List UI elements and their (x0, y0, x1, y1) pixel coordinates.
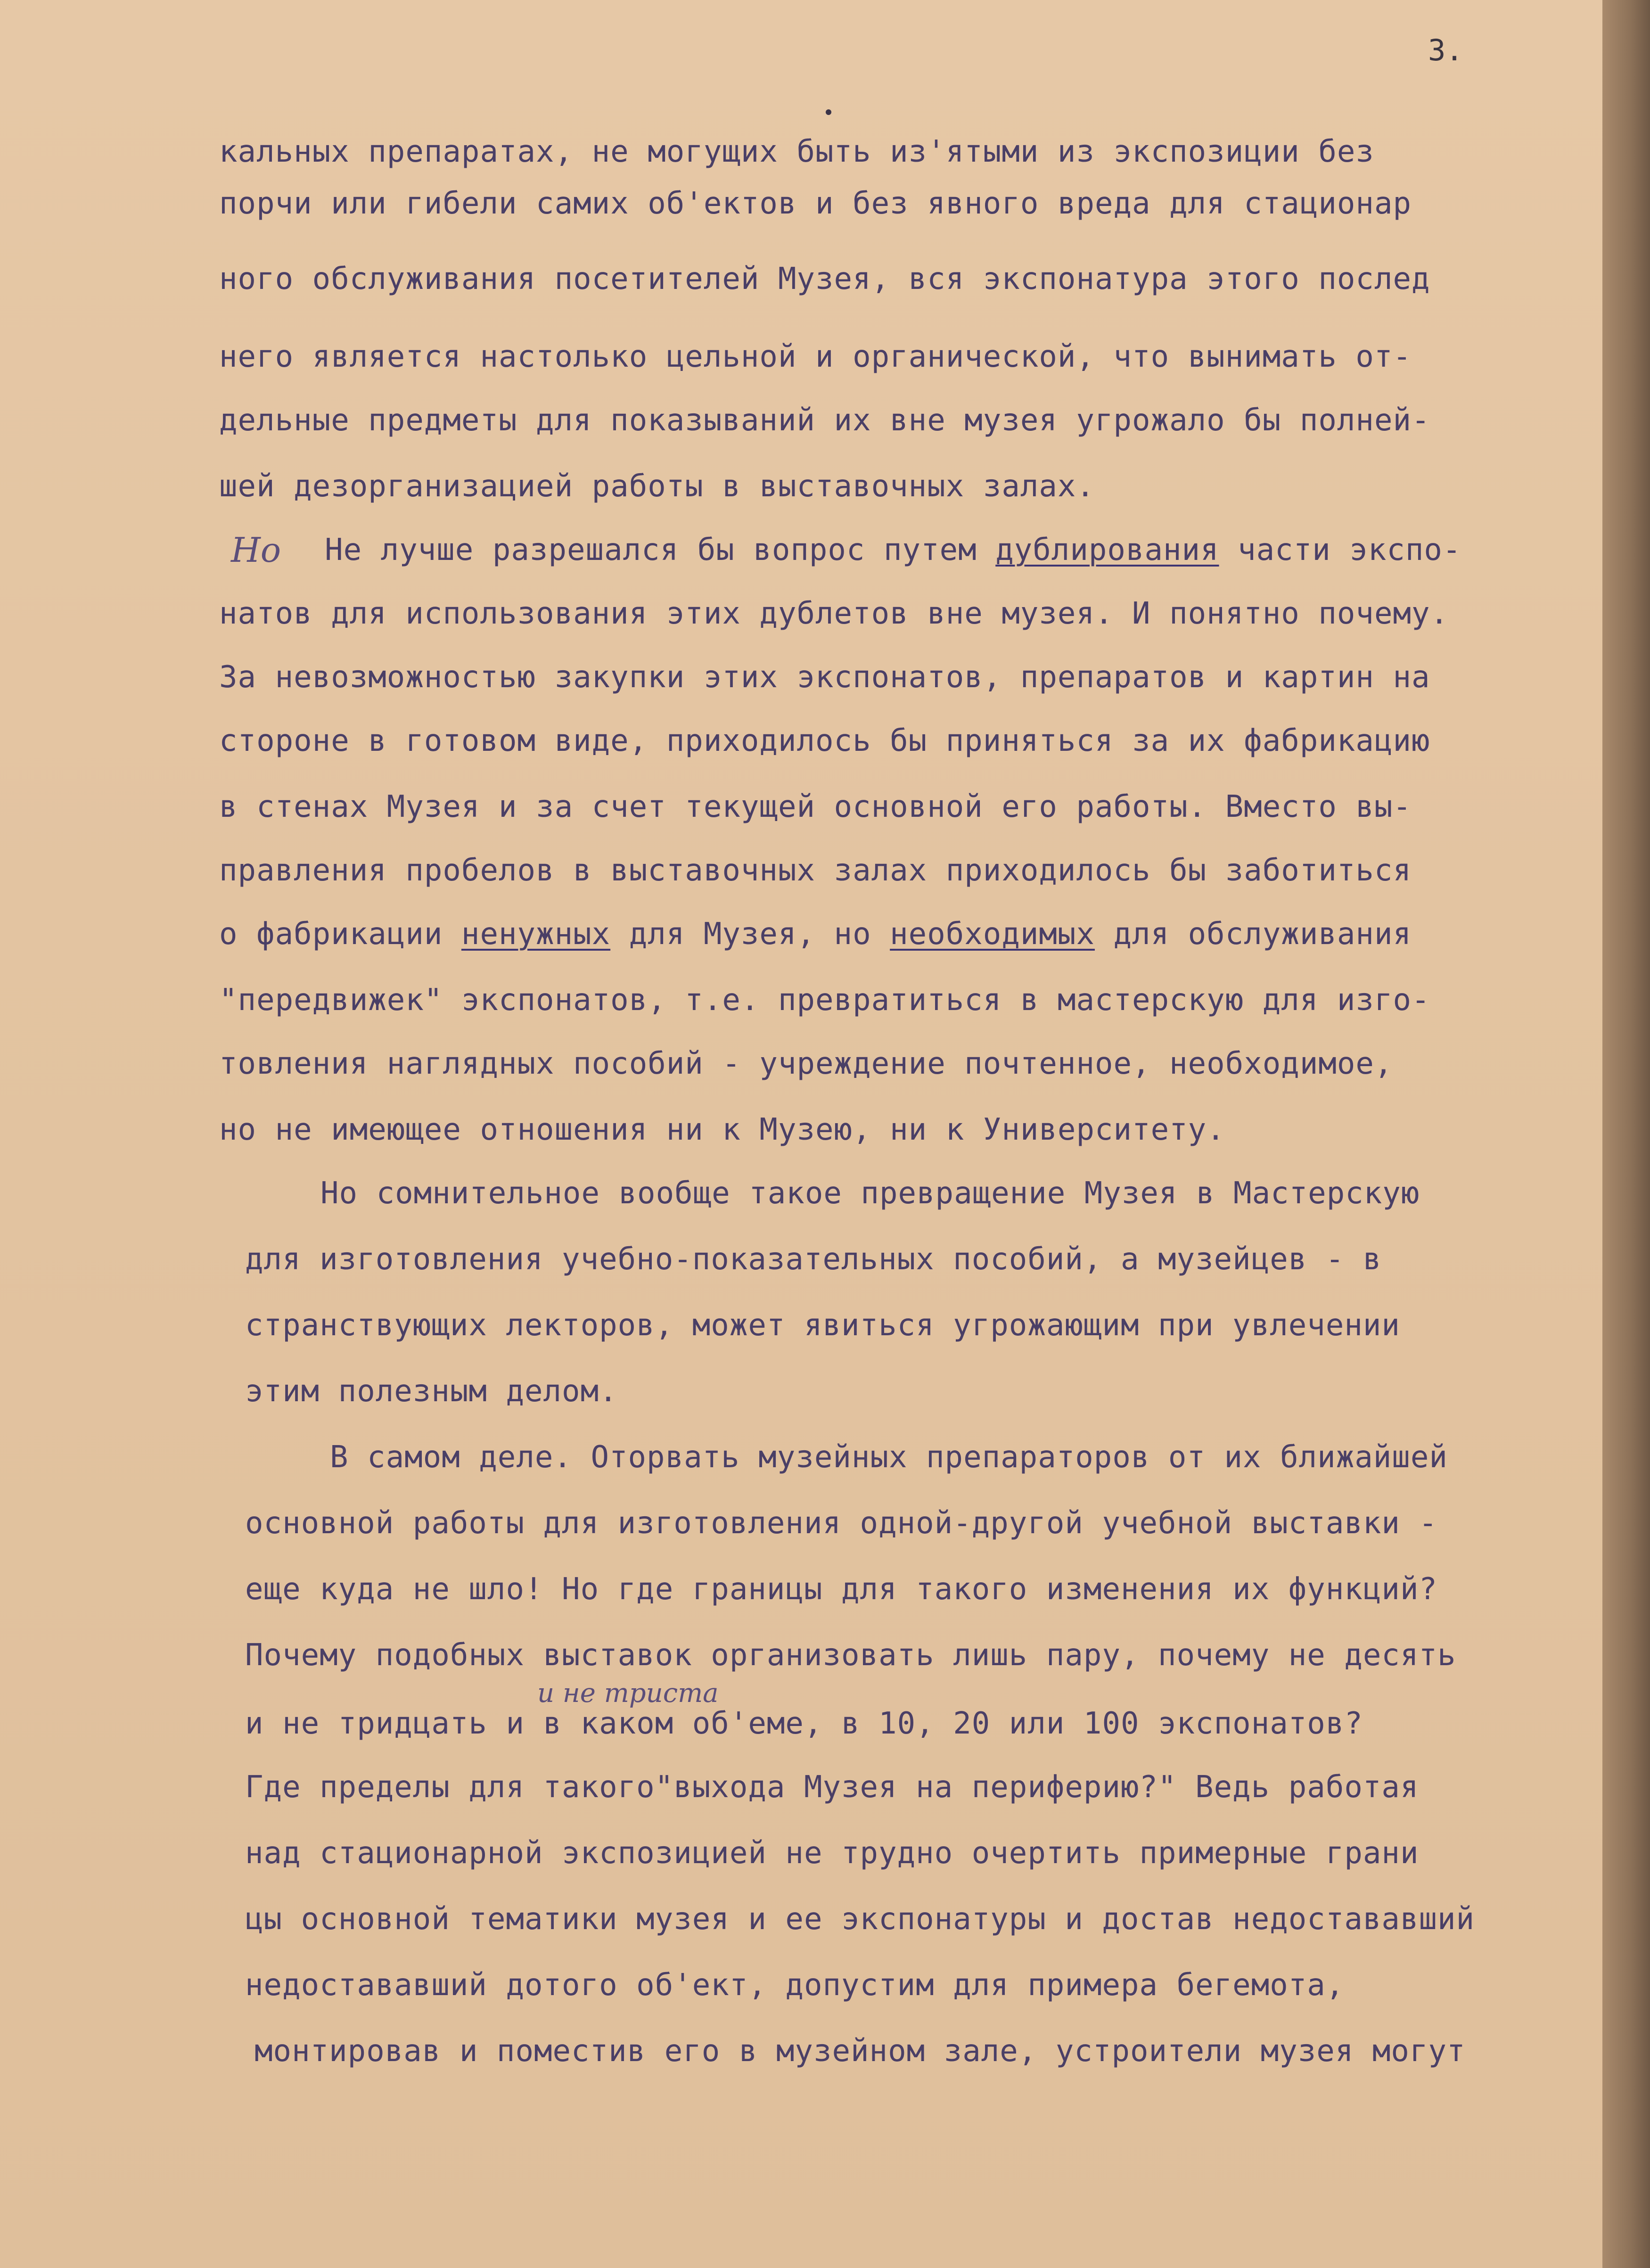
text-line: Почему подобных выставок организовать лишь пару, почему не десять (245, 1638, 1456, 1673)
text-line: В самом деле. Оторвать музейных препараторов от их ближайшей (330, 1440, 1448, 1475)
page-edge (1602, 0, 1650, 2268)
text-line: о фабрикации ненужных для Музея, но необходимых для обслуживания (219, 917, 1412, 952)
text-line: ного обслуживания посетителей Музея, вся экспонатура этого послед (219, 262, 1430, 296)
text-line: Где пределы для такого"выхода Музея на периферию?" Ведь работая (245, 1770, 1419, 1805)
text-line: Но сомнительное вообще такое превращение Музея в Мастерскую (320, 1176, 1420, 1211)
text-line: для изготовления учебно-показательных пособий, а музейцев - в (245, 1242, 1382, 1277)
page-number: 3. (1428, 33, 1463, 67)
text-line: Не лучше разрешался бы вопрос путем дублирования части экспо- (325, 533, 1461, 567)
text-line: него является настолько цельной и органической, что вынимать от- (219, 339, 1412, 374)
text-line: кальных препаратах, не могущих быть из'ятыми из экспозиции без (219, 134, 1374, 169)
text-line: этим полезным делом. (245, 1374, 618, 1409)
text-line: стороне в готовом виде, приходилось бы приняться за их фабрикацию (219, 723, 1430, 758)
text-line: "передвижек" экспонатов, т.е. превратиться в мастерскую для изго- (219, 983, 1430, 1018)
text-line: натов для использования этих дублетов вне музея. И понятно почему. (219, 596, 1449, 631)
text-line: странствующих лекторов, может явиться угрожающим при увлечении (245, 1308, 1400, 1343)
text-line: монтировав и поместив его в музейном зале, устроители музея могут (254, 2034, 1466, 2069)
text-line: цы основной тематики музея и ее экспонатуры и достав недостававший (245, 1902, 1475, 1937)
text-line: шей дезорганизацией работы в выставочных залах. (219, 469, 1095, 504)
text-line: товления наглядных пособий - учреждение почтенное, необходимое, (219, 1046, 1393, 1081)
text-line: но не имеющее отношения ни к Музею, ни к Университету. (219, 1112, 1225, 1147)
text-line: порчи или гибели самих об'ектов и без явного вреда для стационар (219, 186, 1412, 221)
handwritten-insertion: и не триста (537, 1678, 719, 1709)
text-line: За невозможностью закупки этих экспонатов, препаратов и картин на (219, 660, 1430, 695)
text-line: и не тридцать и в каком об'еме, в 10, 20 или 100 экспонатов? (245, 1706, 1363, 1741)
text-line: в стенах Музея и за счет текущей основной его работы. Вместо вы- (219, 789, 1412, 824)
text-line: правления пробелов в выставочных залах приходилось бы заботиться (219, 853, 1412, 888)
text-line: недостававший дотого об'ект, допустим для примера бегемота, (245, 1968, 1345, 2003)
text-line: дельные предметы для показываний их вне музея угрожало бы полней- (219, 403, 1430, 438)
text-line: над стационарной экспозицией не трудно очертить примерные грани (245, 1836, 1419, 1871)
handwritten-margin-word: Но (231, 530, 281, 570)
text-line: основной работы для изготовления одной-другой учебной выставки - (245, 1506, 1437, 1541)
text-line: еще куда не шло! Но где границы для такого изменения их функций? (245, 1572, 1437, 1607)
